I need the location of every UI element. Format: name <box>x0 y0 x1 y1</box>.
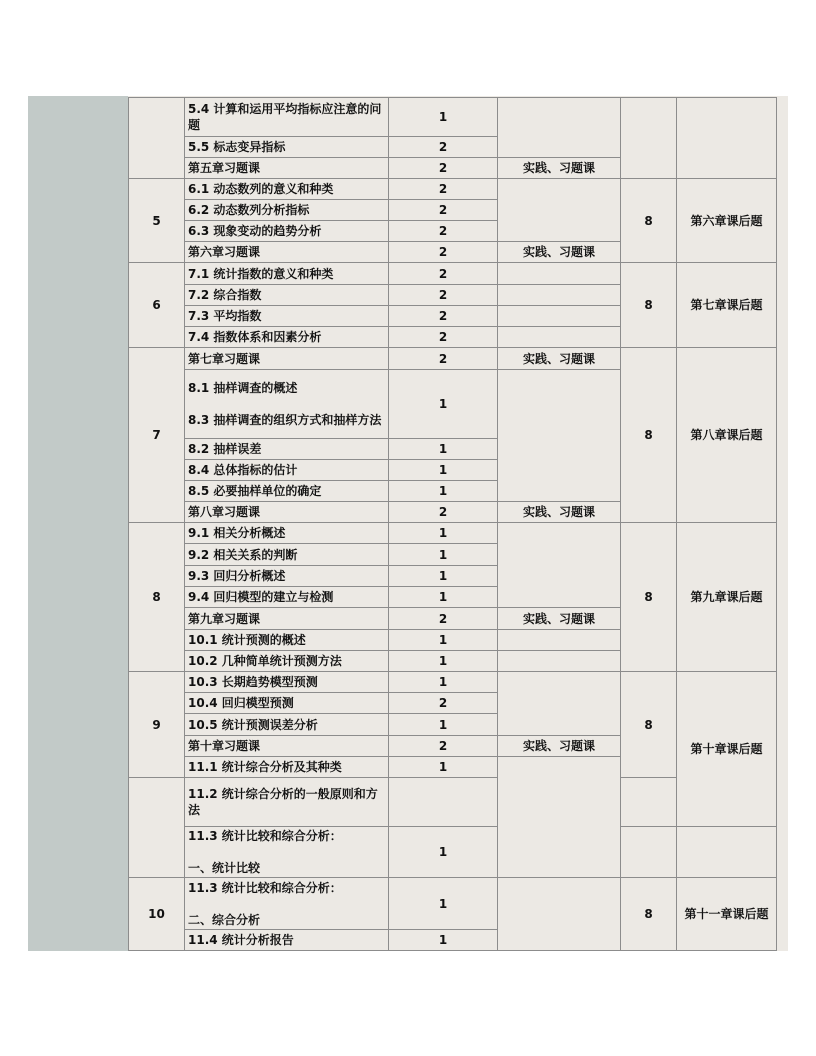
row-topic: 9.4 回归模型的建立与检测 <box>184 586 389 608</box>
practice-note: 实践、习题课 <box>497 735 621 757</box>
row-hours: 1 <box>388 629 498 651</box>
row-topic: 11.3 统计比较和综合分析： 一、统计比较 <box>184 826 389 878</box>
note-blank <box>497 284 621 306</box>
row-topic: 9.3 回归分析概述 <box>184 565 389 587</box>
left-margin-band <box>28 96 128 951</box>
note-blank <box>497 97 621 158</box>
homework: 第六章课后题 <box>676 178 777 263</box>
row-hours: 2 <box>388 347 498 370</box>
row-hours: 1 <box>388 522 498 544</box>
row-hours: 2 <box>388 157 498 179</box>
row-topic: 5.5 标志变异指标 <box>184 136 389 158</box>
row-topic: 8.4 总体指标的估计 <box>184 459 389 481</box>
homework-blank <box>676 826 777 878</box>
row-hours: 2 <box>388 178 498 200</box>
row-topic: 7.4 指数体系和因素分析 <box>184 326 389 348</box>
row-topic: 7.1 统计指数的意义和种类 <box>184 262 389 285</box>
week-number: 10 <box>128 877 185 951</box>
note-blank <box>497 369 621 502</box>
note-blank <box>497 877 621 951</box>
homework: 第八章课后题 <box>676 347 777 523</box>
schedule-table <box>128 96 776 951</box>
row-topic: 7.3 平均指数 <box>184 305 389 327</box>
row-hours: 2 <box>388 262 498 285</box>
week-hours: 8 <box>620 262 677 348</box>
row-hours: 1 <box>388 480 498 502</box>
note-blank <box>497 756 621 878</box>
row-hours: 1 <box>388 543 498 566</box>
row-hours: 2 <box>388 220 498 242</box>
week-hours: 8 <box>620 671 677 778</box>
row-hours: 1 <box>388 586 498 608</box>
practice-note: 实践、习题课 <box>497 347 621 370</box>
row-topic: 10.5 统计预测误差分析 <box>184 713 389 736</box>
week-blank <box>128 777 185 878</box>
homework: 第九章课后题 <box>676 522 777 672</box>
row-topic: 11.4 统计分析报告 <box>184 929 389 951</box>
week-number: 6 <box>128 262 185 348</box>
row-hours: 1 <box>388 877 498 930</box>
week-hours-blank <box>620 97 677 179</box>
row-topic: 7.2 综合指数 <box>184 284 389 306</box>
row-topic: 第五章习题课 <box>184 157 389 179</box>
row-hours: 2 <box>388 607 498 630</box>
week-number: 9 <box>128 671 185 778</box>
row-hours: 2 <box>388 692 498 714</box>
note-blank <box>497 671 621 736</box>
note-blank <box>497 262 621 285</box>
row-hours: 2 <box>388 305 498 327</box>
row-topic: 8.2 抽样误差 <box>184 438 389 460</box>
row-topic: 8.5 必要抽样单位的确定 <box>184 480 389 502</box>
week-hours-blank <box>620 826 677 878</box>
row-hours: 1 <box>388 97 498 137</box>
row-hours: 2 <box>388 241 498 263</box>
week-blank <box>128 97 185 179</box>
row-hours: 1 <box>388 650 498 672</box>
row-hours: 1 <box>388 459 498 481</box>
row-topic: 10.3 长期趋势模型预测 <box>184 671 389 693</box>
week-hours: 8 <box>620 877 677 951</box>
week-number: 5 <box>128 178 185 263</box>
row-topic: 第九章习题课 <box>184 607 389 630</box>
row-topic: 9.1 相关分析概述 <box>184 522 389 544</box>
row-hours: 1 <box>388 713 498 736</box>
week-hours: 8 <box>620 178 677 263</box>
row-topic: 11.3 统计比较和综合分析： 二、综合分析 <box>184 877 389 930</box>
note-blank <box>497 522 621 608</box>
row-topic: 第六章习题课 <box>184 241 389 263</box>
note-blank <box>497 178 621 242</box>
note-blank <box>497 650 621 672</box>
week-hours-blank <box>620 777 677 827</box>
row-topic: 11.1 统计综合分析及其种类 <box>184 756 389 778</box>
practice-note: 实践、习题课 <box>497 607 621 630</box>
row-topic: 第八章习题课 <box>184 501 389 523</box>
row-hours: 2 <box>388 284 498 306</box>
row-hours: 1 <box>388 565 498 587</box>
row-hours: 1 <box>388 438 498 460</box>
row-hours: 2 <box>388 136 498 158</box>
row-topic: 9.2 相关关系的判断 <box>184 543 389 566</box>
homework: 第七章课后题 <box>676 262 777 348</box>
practice-note: 实践、习题课 <box>497 157 621 179</box>
note-blank <box>497 305 621 327</box>
row-hours: 2 <box>388 326 498 348</box>
row-hours <box>388 777 498 827</box>
row-topic: 10.4 回归模型预测 <box>184 692 389 714</box>
row-topic: 10.1 统计预测的概述 <box>184 629 389 651</box>
homework: 第十章课后题 <box>676 671 777 827</box>
row-hours: 1 <box>388 756 498 778</box>
row-topic: 6.3 现象变动的趋势分析 <box>184 220 389 242</box>
week-hours: 8 <box>620 522 677 672</box>
row-topic: 第十章习题课 <box>184 735 389 757</box>
week-number: 8 <box>128 522 185 672</box>
practice-note: 实践、习题课 <box>497 501 621 523</box>
row-topic: 5.4 计算和运用平均指标应注意的问题 <box>184 97 389 137</box>
practice-note: 实践、习题课 <box>497 241 621 263</box>
row-topic: 10.2 几种简单统计预测方法 <box>184 650 389 672</box>
note-blank <box>497 326 621 348</box>
week-hours: 8 <box>620 347 677 523</box>
row-hours: 1 <box>388 671 498 693</box>
row-hours: 1 <box>388 929 498 951</box>
row-hours: 2 <box>388 501 498 523</box>
row-hours: 2 <box>388 735 498 757</box>
row-topic: 11.2 统计综合分析的一般原则和方法 <box>184 777 389 827</box>
row-topic: 6.1 动态数列的意义和种类 <box>184 178 389 200</box>
row-topic: 8.1 抽样调查的概述 8.3 抽样调查的组织方式和抽样方法 <box>184 369 389 439</box>
row-hours: 2 <box>388 199 498 221</box>
note-blank <box>497 629 621 651</box>
row-hours: 1 <box>388 826 498 878</box>
row-topic: 6.2 动态数列分析指标 <box>184 199 389 221</box>
week-number: 7 <box>128 347 185 523</box>
row-hours: 1 <box>388 369 498 439</box>
homework: 第十一章课后题 <box>676 877 777 951</box>
homework-blank <box>676 97 777 179</box>
row-topic: 第七章习题课 <box>184 347 389 370</box>
